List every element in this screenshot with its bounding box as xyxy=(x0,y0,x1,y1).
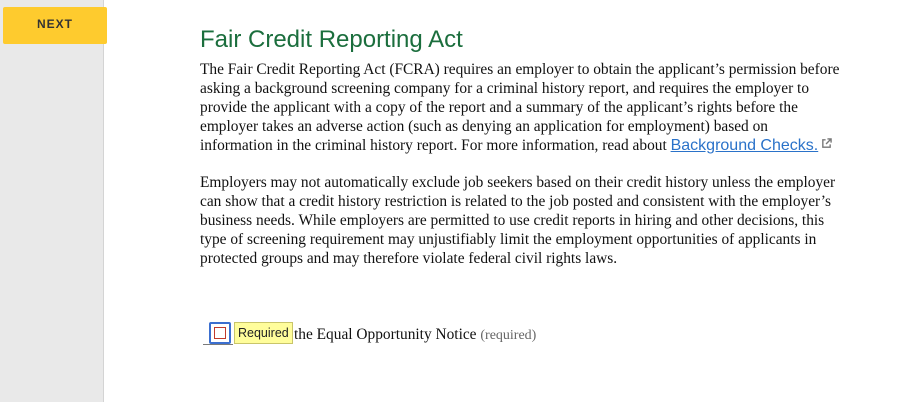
required-note: (required) xyxy=(480,328,537,343)
next-button[interactable]: NEXT xyxy=(3,7,107,44)
fcra-paragraph-text: The Fair Credit Reporting Act (FCRA) requires an employer to obtain the applicant’s permission before asking a background screening company for a criminal history report, and requires the employer to provide the applicant with a copy of the report and a summary of the applicant’s rights before the employer takes an adverse action (such as denying an application for employment) based on information in the criminal history report. For more information, read about xyxy=(200,61,840,154)
page-title: Fair Credit Reporting Act xyxy=(200,26,463,53)
main-content xyxy=(200,24,840,268)
fcra-paragraph xyxy=(200,60,840,155)
sidebar xyxy=(0,0,104,402)
credit-history-paragraph: Employers may not automatically exclude job seekers based on their credit history unless the employer can show that a credit history restriction is related to the job posted and consistent with the employer’s business needs. While employers are permitted to use credit reports in hiring and other decisions, this type of screening requirement may unjustifiably limit the employment opportunities of applicants in protected groups and may therefore violate federal civil rights laws. xyxy=(200,174,836,267)
acknowledgement-checkbox-focus-ring[interactable] xyxy=(209,322,231,344)
background-checks-link[interactable]: Background Checks. xyxy=(670,137,819,154)
acknowledgement-row xyxy=(200,320,800,348)
required-tooltip: Required xyxy=(234,322,293,344)
acknowledgement-label-text: the Equal Opportunity Notice xyxy=(294,326,477,343)
input-underline xyxy=(203,344,233,345)
acknowledgement-checkbox[interactable] xyxy=(214,327,226,339)
external-link-icon xyxy=(821,138,832,149)
acknowledgement-label xyxy=(294,325,536,345)
